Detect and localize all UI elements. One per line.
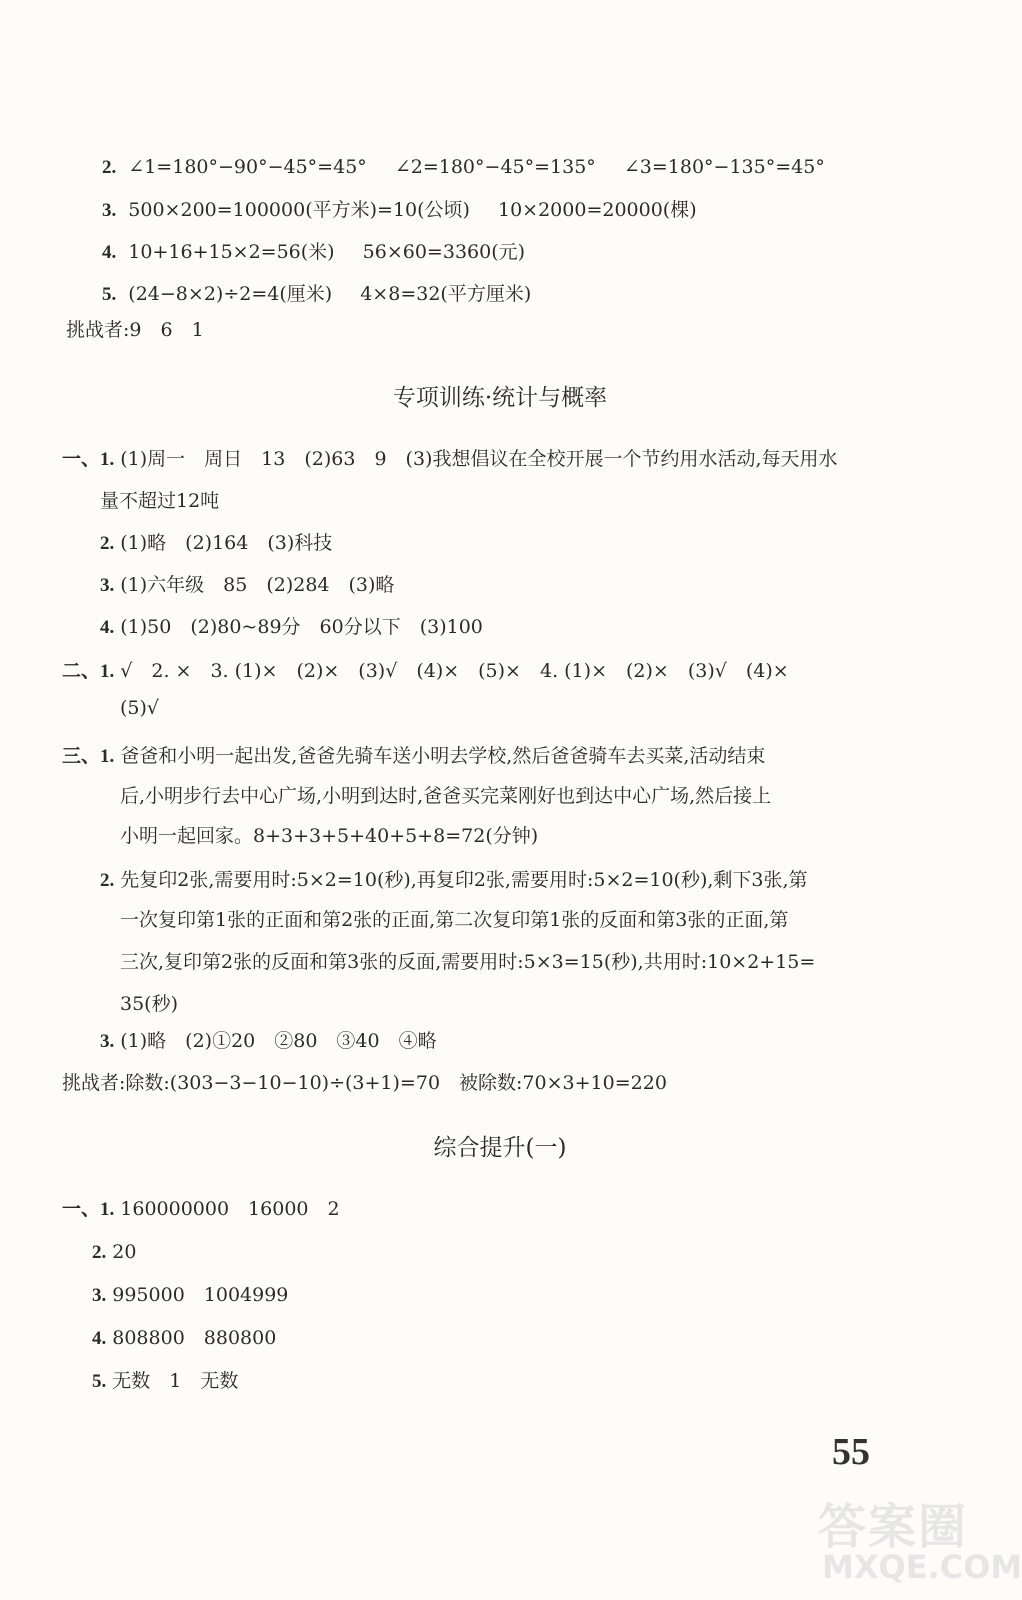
s2-line: 3. (1)六年级 85 (2)284 (3)略 xyxy=(100,574,395,596)
watermark-logo xyxy=(818,1488,1022,1594)
s2-line: 二、1. √ 2. × 3. (1)× (2)× (3)√ (4)× (5)× 4. (1)× (2)× (3)√ (4)× xyxy=(62,660,789,682)
s2-line: 量不超过12吨 xyxy=(100,490,220,512)
s2-line: 4. (1)50 (2)80~89分 60分以下 (3)100 xyxy=(100,616,483,638)
s1-item-4: 4. 10+16+15×2=56(米) 56×60=3360(元) xyxy=(102,241,526,263)
s2-line: 小明一起回家。8+3+3+5+40+5+8=72(分钟) xyxy=(120,825,539,847)
s2-line: 2. (1)略 (2)164 (3)科技 xyxy=(100,532,333,554)
s3-line: 2. 20 xyxy=(92,1241,137,1263)
s2-line: 2. 先复印2张,需要用时:5×2=10(秒),再复印2张,需要用时:5×2=10(秒),剩下3张,第 xyxy=(100,869,808,891)
s3-line: 5. 无数 1 无数 xyxy=(92,1370,239,1392)
s2-line: 三次,复印第2张的反面和第3张的反面,需要用时:5×3=15(秒),共用时:10×2+15= xyxy=(120,951,816,973)
s2-line: 三、1. 爸爸和小明一起出发,爸爸先骑车送小明去学校,然后爸爸骑车去买菜,活动结束 xyxy=(62,745,766,767)
s1-item-5: 5. (24−8×2)÷2=4(厘米) 4×8=32(平方厘米) xyxy=(102,283,532,305)
s1-item-3: 3. 500×200=100000(平方米)=10(公顷) 10×2000=20000(棵) xyxy=(102,199,697,221)
s2-line: 一、1. (1)周一 周日 13 (2)63 9 (3)我想倡议在全校开展一个节约用水活动,每天用水 xyxy=(62,448,838,470)
s2-line: 3. (1)略 (2)①20 ②80 ③40 ④略 xyxy=(100,1030,437,1052)
section-title-statistics: 专项训练·统计与概率 xyxy=(392,385,608,411)
s2-challenger: 挑战者:除数:(303−3−10−10)÷(3+1)=70 被除数:70×3+10=220 xyxy=(62,1072,667,1094)
s2-line: 后,小明步行去中心广场,小明到达时,爸爸买完菜刚好也到达中心广场,然后接上 xyxy=(120,785,772,807)
s2-line: 35(秒) xyxy=(120,993,179,1015)
s1-item-2: 2. ∠1=180°−90°−45°=45° ∠2=180°−45°=135° ∠3=180°−135°=45° xyxy=(102,156,825,178)
s2-line: 一次复印第1张的正面和第2张的正面,第二次复印第1张的反面和第3张的正面,第 xyxy=(120,909,789,931)
watermark-bottom-text: MXQE.COM xyxy=(822,1548,1022,1586)
s1-challenger: 挑战者:9 6 1 xyxy=(66,319,204,341)
s3-line: 一、1. 160000000 16000 2 xyxy=(62,1198,340,1220)
watermark-top-text: 答案圈 xyxy=(818,1499,969,1555)
page-number: 55 xyxy=(832,1431,870,1473)
s3-line: 3. 995000 1004999 xyxy=(92,1284,289,1306)
s3-line: 4. 808800 880800 xyxy=(92,1327,277,1349)
s2-line: (5)√ xyxy=(120,697,160,719)
section-title-comprehensive: 综合提升(一) xyxy=(433,1135,567,1161)
